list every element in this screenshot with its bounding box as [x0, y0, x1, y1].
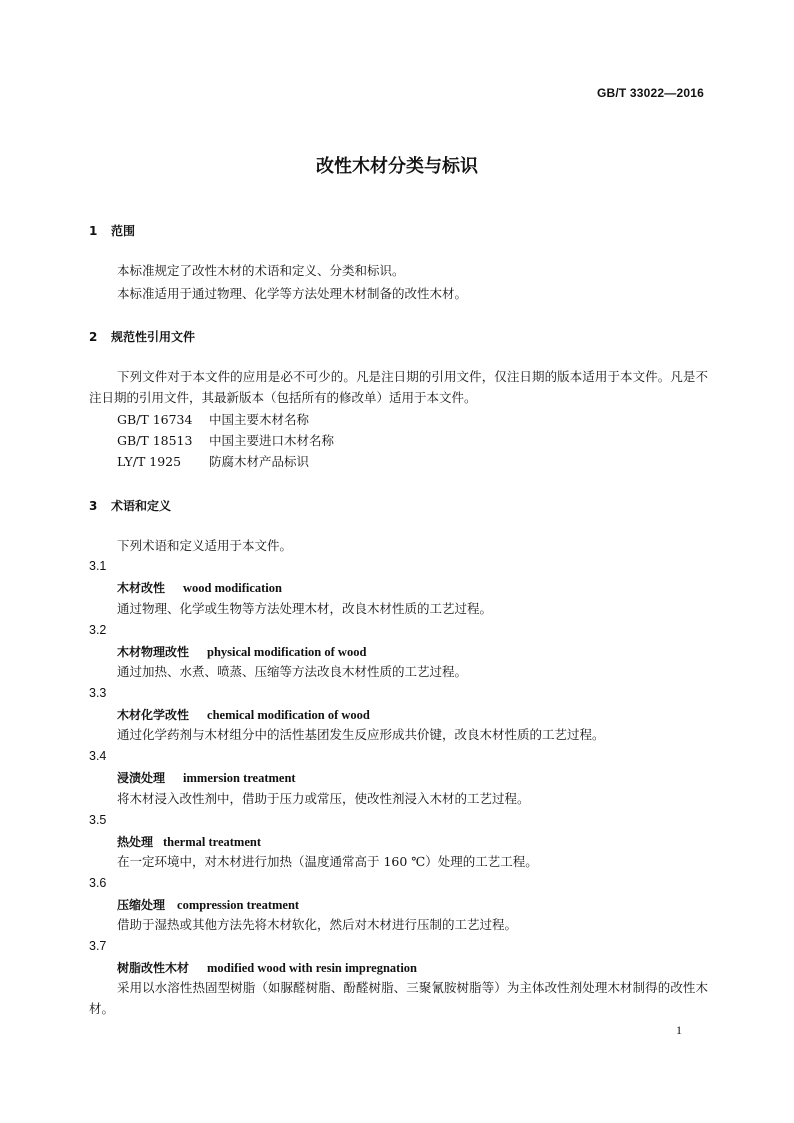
reference-code: LY/T 1925	[117, 454, 182, 469]
term-heading	[117, 769, 296, 786]
page-number: 1	[676, 1023, 682, 1037]
term-cn: 浸渍处理	[117, 771, 166, 785]
document-title: 改性木材分类与标识	[316, 156, 478, 177]
reference-name: 中国主要木材名称	[209, 412, 310, 427]
reference-code: GB/T 18513	[117, 433, 193, 448]
term-definition: 采用以水溶性热固型树脂（如脲醛树脂、酚醛树脂、三聚氰胺树脂等）为主体改性剂处理木材制得的改性木材。	[89, 980, 708, 1016]
section-number: 2	[89, 330, 98, 344]
clause-number: 3.7	[89, 939, 107, 953]
reference-item	[117, 409, 734, 430]
term-heading	[117, 643, 366, 660]
clause-number: 3.3	[89, 686, 107, 700]
clause-number: 3.5	[89, 813, 107, 827]
term-definition: 通过物理、化学或生物等方法处理木材，改良木材性质的工艺过程。	[117, 601, 493, 616]
section-number: 3	[89, 499, 98, 513]
section-title: 术语和定义	[111, 499, 172, 513]
section-1-heading	[89, 222, 135, 239]
clause-number: 3.6	[89, 876, 107, 890]
term-definition: 通过化学药剂与木材组分中的活性基团发生反应形成共价键，改良木材性质的工艺过程。	[117, 727, 605, 742]
paragraph: 本标准适用于通过物理、化学等方法处理木材制备的改性木材。	[117, 286, 468, 301]
term-cn: 热处理	[117, 835, 154, 849]
term-heading	[117, 833, 261, 850]
term-en: thermal treatment	[163, 835, 262, 849]
paragraph: 本标准规定了改性木材的术语和定义、分类和标识。	[117, 263, 405, 278]
paragraph: 下列文件对于本文件的应用是必不可少的。凡是注日期的引用文件，仅注日期的版本适用于本文件。凡是不注日期的引用文件，其最新版本（包括所有的修改单）适用于本文件。	[89, 369, 708, 405]
term-en: immersion treatment	[183, 771, 296, 785]
term-definition: 在一定环境中，对木材进行加热（温度通常高于 160 ℃）处理的工艺工程。	[117, 854, 538, 869]
term-cn: 木材化学改性	[117, 708, 190, 722]
clause-number: 3.2	[89, 623, 107, 637]
term-cn: 木材物理改性	[117, 645, 190, 659]
term-definition: 将木材浸入改性剂中，借助于压力或常压，使改性剂浸入木材的工艺过程。	[117, 791, 530, 806]
term-definition: 通过加热、水煮、喷蒸、压缩等方法改良木材性质的工艺过程。	[117, 664, 468, 679]
term-cn: 压缩处理	[117, 898, 166, 912]
reference-code: GB/T 16734	[117, 412, 193, 427]
term-en: wood modification	[183, 581, 282, 595]
section-number: 1	[89, 224, 98, 238]
paragraph: 下列术语和定义适用于本文件。	[117, 538, 293, 553]
term-heading	[117, 959, 417, 976]
term-cn: 木材改性	[117, 581, 166, 595]
section-3-heading	[89, 497, 171, 514]
section-title: 范围	[111, 224, 136, 238]
section-title: 规范性引用文件	[111, 330, 196, 344]
term-cn: 树脂改性木材	[117, 961, 190, 975]
reference-item	[117, 430, 734, 451]
term-heading	[117, 579, 282, 596]
term-en: modified wood with resin impregnation	[207, 961, 417, 975]
reference-item	[117, 451, 734, 472]
clause-number: 3.1	[89, 559, 107, 573]
term-heading	[117, 896, 299, 913]
term-heading	[117, 706, 370, 723]
clause-number: 3.4	[89, 749, 107, 763]
reference-name: 中国主要进口木材名称	[209, 433, 335, 448]
term-en: chemical modification of wood	[207, 708, 370, 722]
standard-code: GB/T 33022—2016	[596, 86, 704, 100]
term-en: compression treatment	[177, 898, 300, 912]
term-en: physical modification of wood	[207, 645, 367, 659]
reference-name: 防腐木材产品标识	[209, 454, 310, 469]
term-definition: 借助于湿热或其他方法先将木材软化，然后对木材进行压制的工艺过程。	[117, 917, 518, 932]
section-2-heading	[89, 328, 195, 345]
